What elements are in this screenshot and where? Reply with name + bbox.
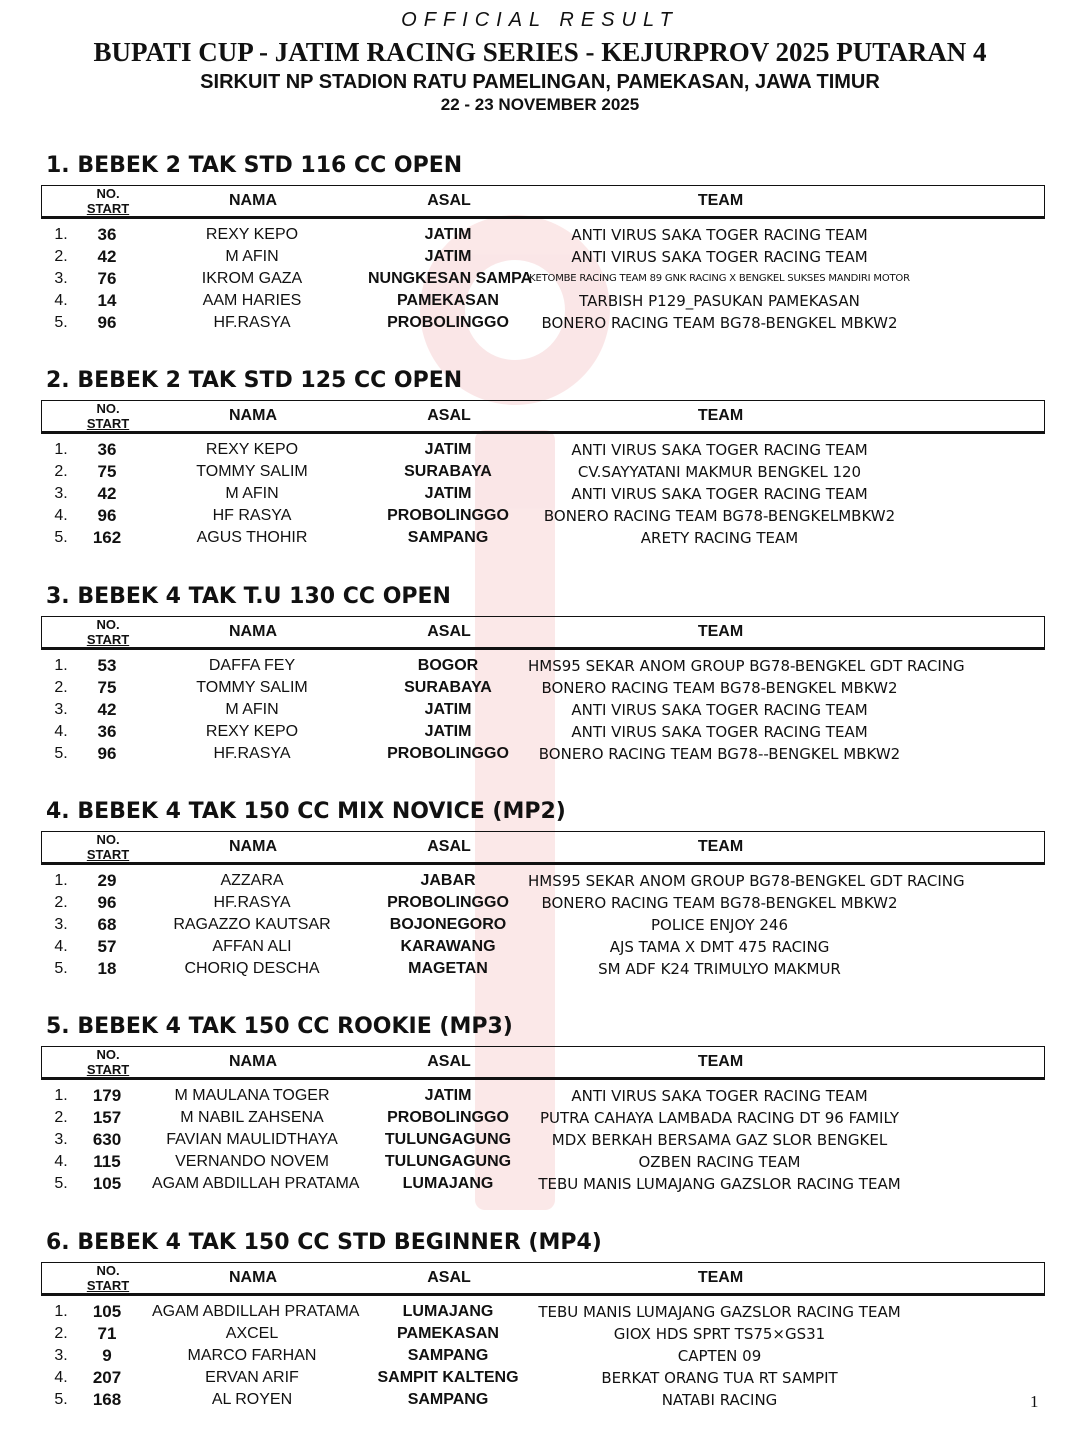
position: 5.: [54, 529, 68, 546]
rider-name: HF.RASYA: [213, 314, 291, 331]
rider-name: M AFIN: [225, 485, 279, 502]
header-nama: NAMA: [229, 838, 277, 855]
rider-origin: PROBOLINGGO: [387, 894, 509, 911]
header-team: TEAM: [697, 838, 744, 855]
rider-origin: SAMPANG: [407, 1347, 489, 1364]
position: 1.: [54, 1303, 68, 1320]
rider-team: MDX BERKAH BERSAMA GAZ SLOR BENGKEL: [551, 1131, 888, 1149]
rider-name: RAGAZZO KAUTSAR: [173, 916, 331, 933]
position: 4.: [54, 507, 68, 524]
document-header: [0, 8, 1080, 115]
table-row: [41, 505, 1043, 527]
position: 1.: [54, 657, 68, 674]
rider-origin: SURABAYA: [404, 679, 492, 696]
rider-name: CHORIQ DESCHA: [184, 960, 320, 977]
rider-origin: PAMEKASAN: [397, 292, 499, 309]
rider-name: VERNANDO NOVEM: [175, 1153, 329, 1170]
position: 4.: [54, 292, 68, 309]
rider-origin: SAMPANG: [407, 529, 489, 546]
rider-name: FAVIAN MAULIDTHAYA: [166, 1131, 338, 1148]
header-no-label: NO.: [96, 832, 120, 847]
table-row: [41, 527, 1043, 549]
table-row: [41, 1389, 1043, 1411]
position: 2.: [54, 894, 68, 911]
rider-origin: TULUNGAGUNG: [384, 1131, 512, 1148]
rider-origin: TULUNGAGUNG: [384, 1153, 512, 1170]
rider-name: REXY KEPO: [205, 723, 299, 740]
header-no-label: NO.: [96, 617, 120, 632]
table-row: [41, 439, 1043, 461]
start-number: 162: [92, 528, 122, 547]
position: 5.: [54, 314, 68, 331]
table-row: [41, 1323, 1043, 1345]
rider-team: BONERO RACING TEAM BG78-BENGKELMBKW2: [543, 507, 896, 525]
rider-name: TOMMY SALIM: [196, 463, 308, 480]
rider-team: TARBISH P129_PASUKAN PAMEKASAN: [579, 292, 860, 310]
table-row: [41, 1345, 1043, 1367]
rider-team: BONERO RACING TEAM BG78-BENGKEL MBKW2: [541, 679, 898, 697]
table-row: [41, 655, 1043, 677]
position: 5.: [54, 1391, 68, 1408]
position: 1.: [54, 441, 68, 458]
header-no-start: [82, 1263, 134, 1293]
header-team: TEAM: [697, 407, 744, 424]
rider-team: BONERO RACING TEAM BG78-BENGKEL MBKW2: [541, 314, 898, 332]
table-row: [41, 958, 1043, 980]
rider-name: DAFFA FEY: [208, 657, 296, 674]
rider-name: M NABIL ZAHSENA: [180, 1109, 324, 1126]
rider-origin: PROBOLINGGO: [387, 745, 509, 762]
start-number: 29: [97, 871, 117, 890]
venue: SIRKUIT NP STADION RATU PAMELINGAN, PAMEKASAN, JAWA TIMUR: [200, 71, 880, 93]
rider-team: AJS TAMA X DMT 475 RACING: [609, 938, 830, 956]
start-number: 179: [92, 1086, 122, 1105]
rider-name: AGUS THOHIR: [196, 529, 308, 546]
start-number: 36: [97, 225, 117, 244]
header-asal: ASAL: [427, 623, 471, 640]
table-row: [41, 936, 1043, 958]
table-row: [41, 1173, 1043, 1195]
table-row: [41, 461, 1043, 483]
start-number: 18: [97, 959, 117, 978]
table-row: [41, 224, 1043, 246]
start-number: 105: [92, 1302, 122, 1321]
table-row: [41, 721, 1043, 743]
position: 4.: [54, 1153, 68, 1170]
header-no-label: NO.: [96, 1263, 120, 1278]
table-row: [41, 914, 1043, 936]
rider-team: ANTI VIRUS SAKA TOGER RACING TEAM: [571, 441, 868, 459]
rider-name: AFFAN ALI: [212, 938, 292, 955]
header-team: TEAM: [697, 192, 744, 209]
rider-origin: JATIM: [424, 248, 472, 265]
rider-team: HMS95 SEKAR ANOM GROUP BG78-BENGKEL GDT RACING: [528, 657, 965, 675]
position: 1.: [54, 226, 68, 243]
position: 5.: [54, 745, 68, 762]
position: 2.: [54, 679, 68, 696]
header-no-start: [82, 832, 134, 862]
rider-team: KETOMBE RACING TEAM 89 GNK RACING X BENGKEL SUKSES MANDIRI MOTOR: [529, 273, 910, 284]
table-row: [41, 892, 1043, 914]
start-number: 71: [97, 1324, 117, 1343]
header-team: TEAM: [697, 1053, 744, 1070]
header-start-label: START: [86, 632, 130, 647]
rider-origin: LUMAJANG: [402, 1303, 494, 1320]
position: 5.: [54, 960, 68, 977]
rider-name: REXY KEPO: [205, 441, 299, 458]
rider-name: HF.RASYA: [213, 745, 291, 762]
table-row: [41, 312, 1043, 334]
rider-name: ERVAN ARIF: [205, 1369, 299, 1386]
header-asal: ASAL: [427, 407, 471, 424]
rider-team: TEBU MANIS LUMAJANG GAZSLOR RACING TEAM: [538, 1175, 901, 1193]
rider-origin: LUMAJANG: [402, 1175, 494, 1192]
position: 3.: [54, 916, 68, 933]
rider-name: M MAULANA TOGER: [174, 1087, 330, 1104]
results-table: [41, 1085, 1043, 1195]
position: 3.: [54, 701, 68, 718]
position: 5.: [54, 1175, 68, 1192]
start-number: 75: [97, 678, 117, 697]
rider-team: TEBU MANIS LUMAJANG GAZSLOR RACING TEAM: [538, 1303, 901, 1321]
start-number: 68: [97, 915, 117, 934]
position: 2.: [54, 1325, 68, 1342]
table-header: [41, 616, 1045, 650]
table-header: [41, 831, 1045, 865]
rider-name: AL ROYEN: [211, 1391, 293, 1408]
header-team: TEAM: [697, 1269, 744, 1286]
header-nama: NAMA: [229, 192, 277, 209]
rider-team: BONERO RACING TEAM BG78-BENGKEL MBKW2: [541, 894, 898, 912]
header-start-label: START: [86, 847, 130, 862]
start-number: 42: [97, 247, 117, 266]
rider-origin: PROBOLINGGO: [387, 1109, 509, 1126]
table-row: [41, 268, 1043, 290]
rider-team: CV.SAYYATANI MAKMUR BENGKEL 120: [577, 463, 862, 481]
header-nama: NAMA: [229, 623, 277, 640]
rider-team: POLICE ENJOY 246: [650, 916, 789, 934]
section-title: 3. BEBEK 4 TAK T.U 130 CC OPEN: [46, 584, 451, 609]
rider-origin: PROBOLINGGO: [387, 314, 509, 331]
start-number: 57: [97, 937, 117, 956]
position: 3.: [54, 1347, 68, 1364]
header-start-label: START: [86, 1062, 130, 1077]
header-no-label: NO.: [96, 186, 120, 201]
rider-team: ARETY RACING TEAM: [640, 529, 799, 547]
header-asal: ASAL: [427, 1053, 471, 1070]
start-number: 96: [97, 744, 117, 763]
table-row: [41, 1085, 1043, 1107]
rider-origin: KARAWANG: [400, 938, 496, 955]
rider-origin: BOJONEGORO: [389, 916, 507, 933]
rider-origin: MAGETAN: [408, 960, 488, 977]
position: 1.: [54, 872, 68, 889]
rider-origin: SAMPANG: [407, 1391, 489, 1408]
start-number: 76: [97, 269, 117, 288]
rider-team: OZBEN RACING TEAM: [638, 1153, 801, 1171]
start-number: 75: [97, 462, 117, 481]
table-row: [41, 1301, 1043, 1323]
table-row: [41, 743, 1043, 765]
rider-origin: JATIM: [424, 441, 472, 458]
rider-team: ANTI VIRUS SAKA TOGER RACING TEAM: [571, 1087, 868, 1105]
section-title: 1. BEBEK 2 TAK STD 116 CC OPEN: [46, 153, 463, 178]
rider-team: NATABI RACING: [661, 1391, 778, 1409]
header-team: TEAM: [697, 623, 744, 640]
results-table: [41, 1301, 1043, 1411]
results-table: [41, 870, 1043, 980]
header-no-label: NO.: [96, 401, 120, 416]
section-title: 4. BEBEK 4 TAK 150 CC MIX NOVICE (MP2): [46, 799, 566, 824]
rider-name: M AFIN: [225, 248, 279, 265]
rider-origin: JATIM: [424, 226, 472, 243]
position: 3.: [54, 1131, 68, 1148]
start-number: 105: [92, 1174, 122, 1193]
rider-name: M AFIN: [225, 701, 279, 718]
rider-team: ANTI VIRUS SAKA TOGER RACING TEAM: [571, 723, 868, 741]
rider-name: HF RASYA: [212, 507, 292, 524]
event-date: 22 - 23 NOVEMBER 2025: [440, 95, 640, 114]
rider-name: AGAM ABDILLAH PRATAMA: [152, 1175, 360, 1192]
header-no-label: NO.: [96, 1047, 120, 1062]
section-title: 6. BEBEK 4 TAK 150 CC STD BEGINNER (MP4): [46, 1230, 602, 1255]
start-number: 157: [92, 1108, 122, 1127]
table-header: [41, 185, 1045, 219]
rider-origin: JATIM: [424, 723, 472, 740]
start-number: 96: [97, 893, 117, 912]
rider-name: AZZARA: [220, 872, 284, 889]
rider-name: MARCO FARHAN: [187, 1347, 317, 1364]
header-nama: NAMA: [229, 407, 277, 424]
rider-name: AAM HARIES: [202, 292, 302, 309]
start-number: 96: [97, 313, 117, 332]
header-start-label: START: [86, 201, 130, 216]
rider-origin: JABAR: [420, 872, 476, 889]
rider-team: BONERO RACING TEAM BG78--BENGKEL MBKW2: [538, 745, 901, 763]
start-number: 630: [92, 1130, 122, 1149]
start-number: 14: [97, 291, 117, 310]
table-row: [41, 870, 1043, 892]
table-row: [41, 677, 1043, 699]
header-nama: NAMA: [229, 1053, 277, 1070]
header-asal: ASAL: [427, 1269, 471, 1286]
start-number: 42: [97, 484, 117, 503]
start-number: 9: [102, 1346, 112, 1365]
rider-origin: JATIM: [424, 485, 472, 502]
rider-team: PUTRA CAHAYA LAMBADA RACING DT 96 FAMILY: [539, 1109, 899, 1127]
rider-name: AGAM ABDILLAH PRATAMA: [152, 1303, 360, 1320]
results-table: [41, 439, 1043, 549]
header-asal: ASAL: [427, 838, 471, 855]
results-table: [41, 224, 1043, 334]
start-number: 207: [92, 1368, 122, 1387]
position: 3.: [54, 270, 68, 287]
rider-name: TOMMY SALIM: [196, 679, 308, 696]
start-number: 42: [97, 700, 117, 719]
rider-origin: PAMEKASAN: [397, 1325, 499, 1342]
position: 2.: [54, 248, 68, 265]
header-no-start: [82, 401, 134, 431]
rider-origin: SURABAYA: [404, 463, 492, 480]
table-row: [41, 1129, 1043, 1151]
rider-origin: PROBOLINGGO: [387, 507, 509, 524]
start-number: 53: [97, 656, 117, 675]
table-header: [41, 1262, 1045, 1296]
rider-team: BERKAT ORANG TUA RT SAMPIT: [601, 1369, 838, 1387]
table-row: [41, 1107, 1043, 1129]
position: 4.: [54, 723, 68, 740]
position: 4.: [54, 938, 68, 955]
position: 1.: [54, 1087, 68, 1104]
rider-name: AXCEL: [225, 1325, 279, 1342]
results-table: [41, 655, 1043, 765]
rider-name: REXY KEPO: [205, 226, 299, 243]
table-row: [41, 699, 1043, 721]
page-number: 1: [1030, 1392, 1039, 1411]
table-header: [41, 400, 1045, 434]
rider-team: ANTI VIRUS SAKA TOGER RACING TEAM: [571, 485, 868, 503]
rider-name: IKROM GAZA: [201, 270, 303, 287]
table-header: [41, 1046, 1045, 1080]
rider-team: HMS95 SEKAR ANOM GROUP BG78-BENGKEL GDT RACING: [528, 872, 965, 890]
rider-team: SM ADF K24 TRIMULYO MAKMUR: [598, 960, 841, 978]
rider-origin: SAMPIT KALTENG: [377, 1369, 519, 1386]
table-row: [41, 1151, 1043, 1173]
position: 2.: [54, 1109, 68, 1126]
start-number: 36: [97, 440, 117, 459]
header-no-start: [82, 1047, 134, 1077]
start-number: 36: [97, 722, 117, 741]
header-start-label: START: [86, 416, 130, 431]
rider-name: HF.RASYA: [213, 894, 291, 911]
rider-team: ANTI VIRUS SAKA TOGER RACING TEAM: [571, 701, 868, 719]
header-no-start: [82, 186, 134, 216]
header-nama: NAMA: [229, 1269, 277, 1286]
rider-origin: NUNGKESAN SAMPA: [368, 270, 533, 287]
section-title: 2. BEBEK 2 TAK STD 125 CC OPEN: [46, 368, 463, 393]
official-result-label: OFFICIAL RESULT: [401, 9, 679, 31]
header-start-label: START: [86, 1278, 130, 1293]
rider-origin: JATIM: [424, 1087, 472, 1104]
rider-team: GIOX HDS SPRT TS75×GS31: [613, 1325, 826, 1343]
position: 3.: [54, 485, 68, 502]
rider-team: CAPTEN 09: [677, 1347, 762, 1365]
start-number: 168: [92, 1390, 122, 1409]
start-number: 96: [97, 506, 117, 525]
event-title: BUPATI CUP - JATIM RACING SERIES - KEJURPROV 2025 PUTARAN 4: [93, 37, 987, 67]
rider-origin: JATIM: [424, 701, 472, 718]
header-no-start: [82, 617, 134, 647]
position: 4.: [54, 1369, 68, 1386]
header-asal: ASAL: [427, 192, 471, 209]
table-row: [41, 246, 1043, 268]
rider-team: ANTI VIRUS SAKA TOGER RACING TEAM: [571, 226, 868, 244]
table-row: [41, 290, 1043, 312]
rider-origin: BOGOR: [417, 657, 479, 674]
table-row: [41, 1367, 1043, 1389]
section-title: 5. BEBEK 4 TAK 150 CC ROOKIE (MP3): [46, 1014, 513, 1039]
table-row: [41, 483, 1043, 505]
position: 2.: [54, 463, 68, 480]
start-number: 115: [93, 1152, 121, 1171]
rider-team: ANTI VIRUS SAKA TOGER RACING TEAM: [571, 248, 868, 266]
